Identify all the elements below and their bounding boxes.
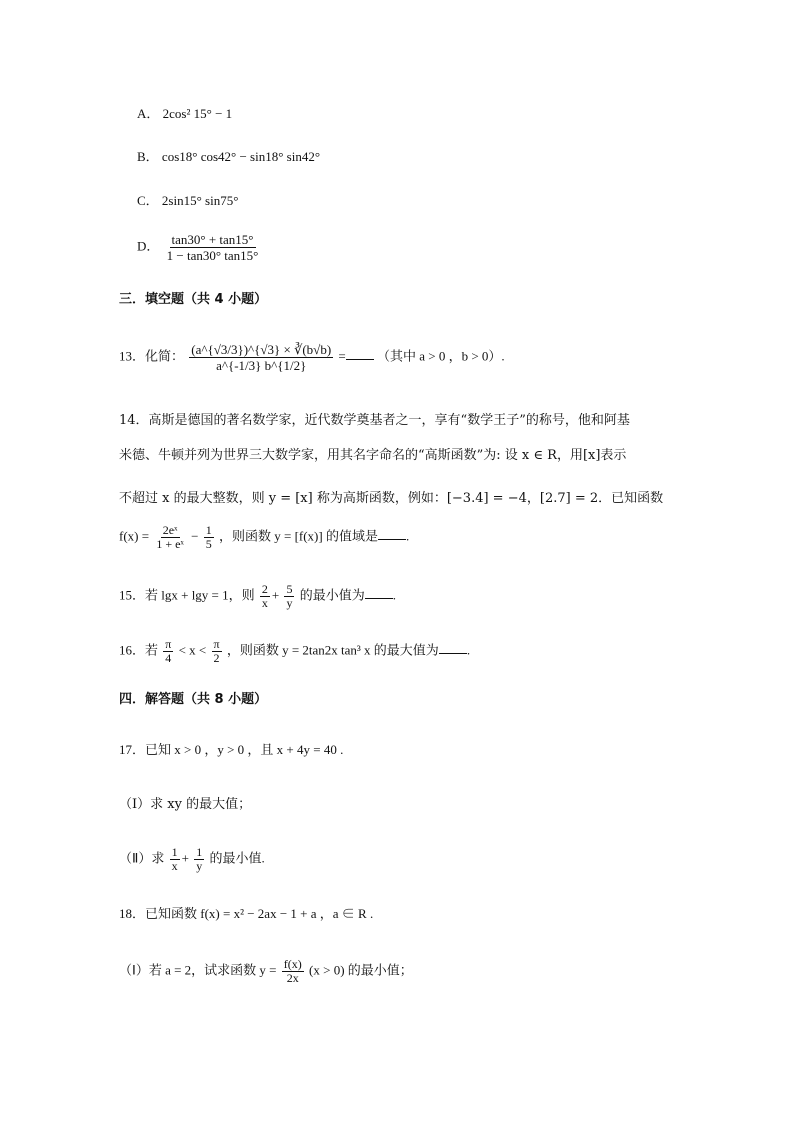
fraction-numerator: f(x) bbox=[283, 957, 302, 971]
option-label: C． bbox=[137, 193, 159, 208]
fraction-denominator: 2x bbox=[286, 971, 299, 985]
fraction-denominator: a^{-1/3} b^{1/2} bbox=[216, 358, 307, 373]
fraction-denominator: y bbox=[286, 596, 293, 610]
q15-fraction-2 bbox=[284, 583, 294, 610]
answer-blank bbox=[365, 586, 393, 599]
inequality: < x < bbox=[178, 642, 207, 658]
question-14-line-4: f(x) = $\frac{\text{2eˣ}}{\text{1 + eˣ}}$ − $\frac{1}{5}$ ，则函数 y = [f(x)] 的值域是 . bbox=[119, 523, 410, 551]
fraction-numerator: tan30° + tan15° bbox=[171, 232, 254, 247]
option-label: A． bbox=[137, 106, 160, 121]
section-heading-fill-in: 三．填空题（共 4 小题） bbox=[119, 292, 268, 307]
option-d bbox=[137, 232, 262, 263]
answer-blank bbox=[346, 347, 374, 360]
answer-blank bbox=[439, 641, 467, 654]
answer-blank bbox=[378, 527, 406, 540]
question-16: 16．若 $\frac{\pi}{4}$ < x < $\frac{\pi}{2}$ ，则函数 y = 2tan2x tan³ x 的最大值为 . bbox=[119, 637, 471, 665]
q14-fraction-2 bbox=[204, 524, 214, 551]
question-text: 16．若 bbox=[119, 642, 159, 658]
question-13 bbox=[119, 342, 505, 373]
fraction-denominator: 2 bbox=[213, 651, 220, 665]
option-a bbox=[137, 104, 232, 124]
question-17-part-2: （Ⅱ）求 $\frac{1}{x}$ + $\frac{1}{y}$ 的最小值. bbox=[119, 845, 265, 873]
q15-fraction-1 bbox=[260, 583, 270, 610]
option-c bbox=[137, 191, 238, 211]
question-text: （Ⅱ）求 bbox=[119, 850, 165, 866]
question-text: 13．化简： bbox=[119, 348, 185, 364]
q17-fraction-1 bbox=[170, 846, 180, 873]
q14-fraction-1 bbox=[154, 524, 186, 551]
fraction-denominator: 4 bbox=[165, 651, 172, 665]
question-text: (x > 0) 的最小值； bbox=[309, 962, 413, 978]
fraction-numerator: 1 bbox=[196, 845, 203, 859]
q13-fraction bbox=[189, 342, 333, 373]
q18-fraction bbox=[282, 958, 304, 985]
q16-fraction-2 bbox=[212, 638, 222, 665]
equals-sign: = bbox=[338, 348, 346, 364]
fraction-denominator: 1 + eˣ bbox=[156, 537, 184, 551]
fraction-numerator: π bbox=[165, 637, 172, 651]
fraction-numerator: π bbox=[213, 637, 220, 651]
fraction-denominator: x bbox=[171, 859, 178, 873]
question-text: 的最小值为 bbox=[299, 587, 365, 603]
minus-sign: − bbox=[191, 528, 199, 544]
fraction-denominator: 1 − tan30° tan15° bbox=[166, 248, 259, 263]
fraction-numerator: 2eˣ bbox=[162, 523, 178, 537]
fraction-denominator: x bbox=[261, 596, 268, 610]
question-15: 15．若 lgx + lgy = 1，则 $\frac{2}{x}$ + $\frac{5}{y}$ 的最小值为 . bbox=[119, 582, 396, 610]
option-expr: cos18° cos42° − sin18° sin42° bbox=[161, 149, 321, 164]
fraction-denominator: 5 bbox=[205, 537, 212, 551]
q17-fraction-2 bbox=[194, 846, 204, 873]
fraction-numerator: 5 bbox=[286, 582, 293, 596]
question-14-line-1: 14．高斯是德国的著名数学家，近代数学奠基者之一，享有“数学王子”的称号，他和阿基 bbox=[119, 413, 630, 428]
question-text: ，则函数 y = 2tan2x tan³ x 的最大值为 bbox=[226, 642, 439, 658]
function-label: f(x) = bbox=[119, 528, 150, 544]
option-label: D． bbox=[137, 238, 160, 254]
option-fraction bbox=[165, 232, 261, 263]
question-17-stem: 17．已知 x > 0 ，y > 0 ，且 x + 4y = 40 . bbox=[119, 742, 344, 757]
question-text: ，则函数 y = [f(x)] 的值域是 bbox=[218, 528, 378, 544]
option-expr: 2cos² 15° − 1 bbox=[162, 106, 233, 121]
fraction-numerator: 1 bbox=[205, 523, 212, 537]
question-14-line-3: 不超过 x 的最大整数，则 y = [x] 称为高斯函数，例如：[−3.4] = −4，[2.7] = 2．已知函数 bbox=[119, 491, 664, 506]
option-b bbox=[137, 147, 320, 167]
section-heading-solve: 四．解答题（共 8 小题） bbox=[119, 692, 268, 707]
fraction-denominator: y bbox=[196, 859, 203, 873]
question-17-part-1: （Ⅰ）求 xy 的最大值； bbox=[119, 797, 252, 812]
question-text: 15．若 lgx + lgy = 1，则 bbox=[119, 587, 255, 603]
fraction-numerator: (a^{√3/3})^{√3} × ∛(b√b) bbox=[191, 342, 332, 357]
fraction-numerator: 1 bbox=[171, 845, 178, 859]
question-18-stem: 18．已知函数 f(x) = x² − 2ax − 1 + a ，a ∈ R . bbox=[119, 906, 374, 921]
question-text: （Ⅰ）若 a = 2，试求函数 y = bbox=[119, 962, 277, 978]
question-18-part-1 bbox=[119, 958, 413, 985]
question-text: （其中 a > 0 ，b > 0）. bbox=[377, 348, 505, 364]
question-text: 的最小值. bbox=[209, 850, 265, 866]
question-14-line-2: 米德、牛顿并列为世界三大数学家，用其名字命名的“高斯函数”为: 设 x ∈ R，用[x]表示 bbox=[119, 448, 627, 463]
option-expr: 2sin15° sin75° bbox=[161, 193, 239, 208]
fraction-numerator: 2 bbox=[261, 582, 268, 596]
q16-fraction-1 bbox=[163, 638, 173, 665]
option-label: B． bbox=[137, 149, 159, 164]
